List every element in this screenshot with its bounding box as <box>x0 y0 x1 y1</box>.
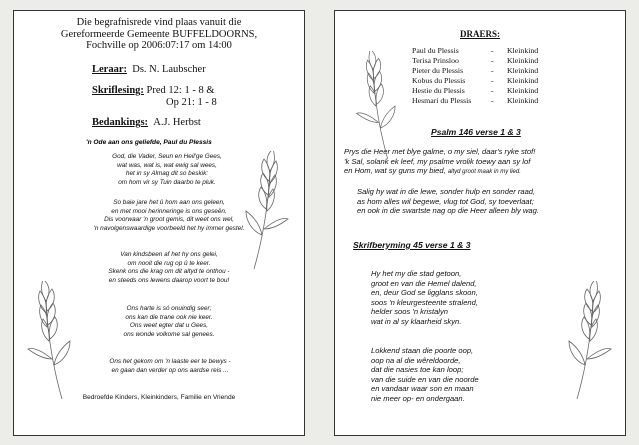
draer-name: Paul du Plessis <box>412 46 459 55</box>
psalm-line: en ook in die swartste nag op die Heer alleen bly wag. <box>357 206 539 216</box>
heading-line-3: Fochville op 2006:07:17 om 14:00 <box>86 40 232 51</box>
skrif-line: groot en van die Hemel dalend, <box>371 278 477 288</box>
poem-line: om hom vir sy Tuin daarbo te pluk. <box>118 178 216 186</box>
draer-dash: - <box>491 85 494 95</box>
skrifberyming-title: Skrifberyming 45 verse 1 & 3 <box>353 240 471 250</box>
skrif-line: oop na al die wêreldoorde, <box>371 355 461 365</box>
poem-line: om nooit die rug op û te keer. <box>127 259 211 267</box>
poem-stanza-4 <box>54 305 284 339</box>
bedankings-value: A.J. Herbst <box>153 117 201 128</box>
draers-row <box>412 56 538 66</box>
psalm-line: Salig hy wat in die lewe, sonder hulp en sonder raad, <box>357 187 536 196</box>
skrif-line: en vandaar waar son en maan <box>371 384 474 394</box>
poem-stanza-5 <box>50 358 290 375</box>
draer-role: Kleinkind <box>507 65 539 75</box>
poem-line: het in sy Almag dit so beskik: <box>125 170 209 178</box>
skrif-line: Lokkend staan die poorte oop, <box>371 346 474 355</box>
left-page <box>13 10 305 436</box>
draer-name: Terisa Prinsloo <box>412 55 459 65</box>
skrif-stanza-2 <box>371 346 571 404</box>
wheat-illustration-icon <box>244 151 294 271</box>
wheat-illustration-icon <box>567 281 617 401</box>
poem-line: ons wonde volkome sal genees. <box>123 330 215 338</box>
draer-dash: - <box>491 55 494 65</box>
poem-line: God, die Vader, Seun en Heil'ge Gees, <box>112 153 222 160</box>
skrif-line: nie meer op- en ondergaan. <box>371 393 465 403</box>
leraar-label: Leraar: <box>92 64 127 75</box>
draers-row <box>412 76 538 86</box>
draer-dash: - <box>491 46 494 55</box>
draer-role: Kleinkind <box>507 75 539 85</box>
poem-line: Van kindsbeen af het hy ons gelei, <box>120 251 218 258</box>
draer-dash: - <box>491 95 494 105</box>
wheat-illustration-icon <box>349 51 399 161</box>
draer-role: Kleinkind <box>507 55 539 65</box>
heading-line-1: Die begrafnisrede vind plaas vanuit die <box>76 17 242 28</box>
poem-line: Ons harte is só onuindig seer; <box>126 305 212 312</box>
psalm-line <box>344 166 624 178</box>
psalm-verse-3 <box>357 187 625 216</box>
psalm-line-small: altyd groot maak in my lied. <box>447 169 521 176</box>
draers-row <box>412 46 538 56</box>
poem-line: Ons het gekom om 'n laaste eer te bewys - <box>109 358 231 365</box>
psalm-line: 'k Sal, solank ek leef, my psalme vrolik toewy aan sy lof <box>344 156 531 166</box>
skrif-line: van die suide en van die noorde <box>371 374 479 384</box>
draer-name: Hestie du Plessis <box>412 85 465 95</box>
psalm-line: as hom alles wil begewe, vlug tot God, sy toeverlaat; <box>357 196 534 206</box>
skriflesing-row <box>92 85 215 96</box>
draers-row <box>412 66 538 76</box>
poem-line: en steeds ons lewens daarop voort te bou! <box>108 276 230 284</box>
poem-line: en met mooi herinneringe is ons geseën. <box>111 207 227 215</box>
skrif-line: en, deur God se ligglans skoon, <box>371 288 478 298</box>
leraar-value: Ds. N. Laubscher <box>132 64 206 75</box>
draer-role: Kleinkind <box>507 95 539 105</box>
skrif-stanza-1 <box>371 269 571 327</box>
poem-line: 'n navolgenswaardige voorbeeld het hy immer gestel. <box>93 224 245 232</box>
bedankings-label: Bedankings: <box>92 117 149 128</box>
heading-line-2: Gereformeerde Gemeente BUFFELDOORNS, <box>60 28 258 40</box>
poem-line: ons kan die trane ook nie keer. <box>125 313 213 321</box>
poem-line: Dis voorwaar 'n groot gemis, dit weet ons wel, <box>104 216 234 224</box>
poem-title: 'n Ode aan ons geliefde, Paul du Plessis <box>86 139 212 146</box>
draers-title: DRAERS: <box>460 29 501 39</box>
psalm-line-text: en Hom, wat sy guns my bied, <box>344 166 446 176</box>
draer-role: Kleinkind <box>507 85 539 95</box>
psalm-title: Psalm 146 verse 1 & 3 <box>431 127 521 137</box>
signature: Bedroefde Kinders, Kleinkinders, Familie en Vriende <box>82 394 236 401</box>
skrif-line: soos 'n kleurgesteente stralend, <box>371 297 478 307</box>
draers-row <box>412 86 538 96</box>
skrif-line: Hy het my die stad getoon, <box>371 269 462 278</box>
skrif-line: helder soos 'n kristalyn <box>371 307 449 317</box>
leraar-row <box>92 64 206 75</box>
draers-row <box>412 96 538 106</box>
skrif-line: wat in al sy klaarheid skyn. <box>371 316 462 326</box>
draer-name: Pieter du Plessis <box>412 65 464 75</box>
poem-line: en gaan dan verder op ons aardse reis ... <box>111 366 229 374</box>
poem-line: Skenk ons die krag om dit altyd te onthou - <box>108 268 230 276</box>
draer-name: Hesmari du Plessis <box>412 95 472 105</box>
wheat-illustration-icon <box>22 281 72 401</box>
bedankings-row <box>92 117 201 128</box>
skriflesing-label: Skriflesing: <box>92 85 144 96</box>
draer-dash: - <box>491 65 494 75</box>
right-page <box>334 10 626 436</box>
skrif-line: dat die nasies toe kan loop; <box>371 365 464 375</box>
service-heading <box>14 17 304 52</box>
draers-list <box>412 46 538 105</box>
poem-line: wat was, wat is, wat ewig sal wees, <box>117 161 217 169</box>
poem-line: Ons weet egter dat u Gees, <box>129 322 209 330</box>
draer-name: Kobus du Plessis <box>412 75 466 85</box>
skriflesing-value-2: Op 21: 1 - 8 <box>166 97 217 108</box>
psalm-line: Prys die Heer met blye galme, o my siel, daar's ryke stof! <box>344 147 536 156</box>
draer-dash: - <box>491 75 494 85</box>
skriflesing-value-1: Pred 12: 1 - 8 & <box>146 85 215 96</box>
draer-role: Kleinkind <box>507 46 539 55</box>
poem-line: So baie jare het û hom aan ons geleen, <box>113 199 225 206</box>
